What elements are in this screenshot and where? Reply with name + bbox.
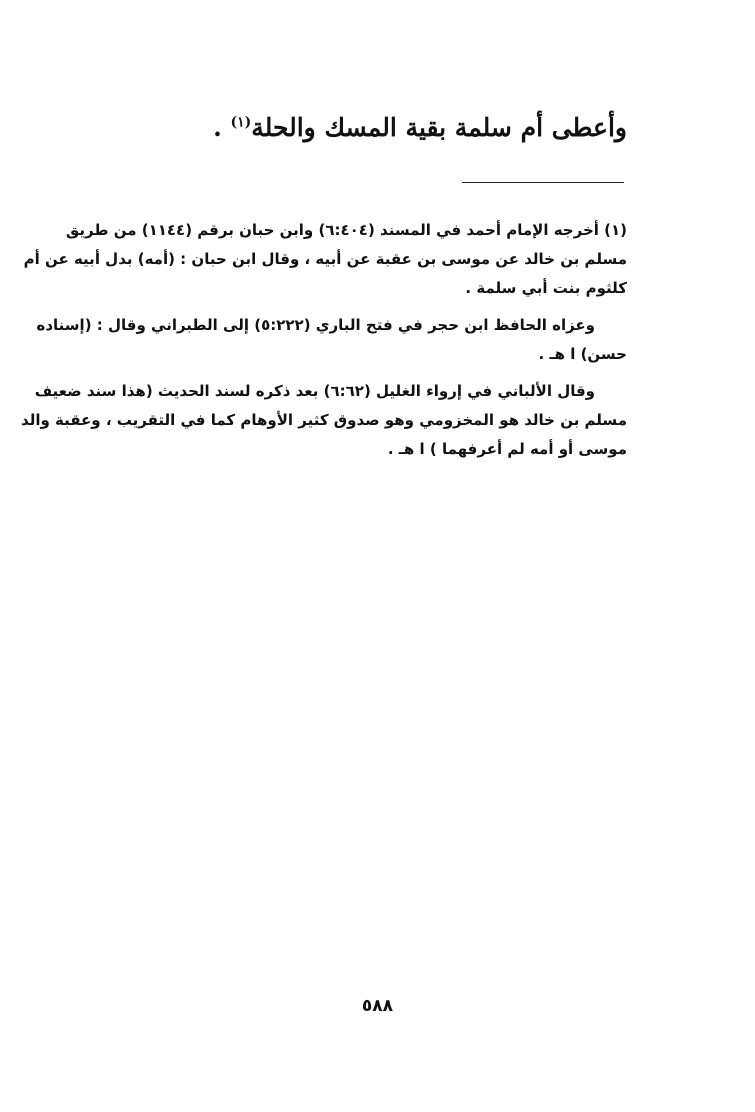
main-text-end: .	[213, 113, 231, 142]
footnote-1-line-1: (١) أخرجه الإمام أحمد في المسند (٦:٤٠٤) وابن حبان برقم (١١٤٤) من طريق	[65, 221, 627, 239]
footnote-3-line-1: وقال الألباني في إرواء الغليل (٦:٦٢) بعد ذكره لسند الحديث (هذا سند ضعيف	[34, 382, 595, 400]
footnote-2-line-1: وعزاه الحافظ ابن حجر في فتح الباري (٥:٢٢٢) إلى الطبراني وقال : (إسناده	[36, 316, 595, 334]
paragraph-gap	[97, 369, 627, 377]
footnotes-block	[21, 216, 627, 464]
footnote-2-line-2: حسن) ا هـ .	[538, 345, 627, 363]
paragraph-gap	[97, 303, 627, 311]
footnote-1-line-2: مسلم بن خالد عن موسى بن عقبة عن أبيه ، وقال ابن حبان : (أمه) بدل أبيه عن أم	[23, 250, 627, 268]
main-text-line	[87, 108, 627, 148]
footnote-3-line-2: مسلم بن خالد هو المخزومي وهو صدوق كثير الأوهام كما في التقريب ، وعقبة والد	[21, 411, 627, 429]
footnote-separator	[462, 182, 624, 183]
main-text: وأعطى أم سلمة بقية المسك والحلة	[251, 113, 627, 142]
footnote-reference-marker: (١)	[230, 114, 252, 131]
footnote-1-line-3: كلثوم بنت أبي سلمة .	[465, 279, 627, 297]
footnote-3-line-3: موسى أو أمه لم أعرفهما ) ا هـ .	[387, 440, 627, 458]
page-number: ٥٨٨	[361, 996, 394, 1016]
